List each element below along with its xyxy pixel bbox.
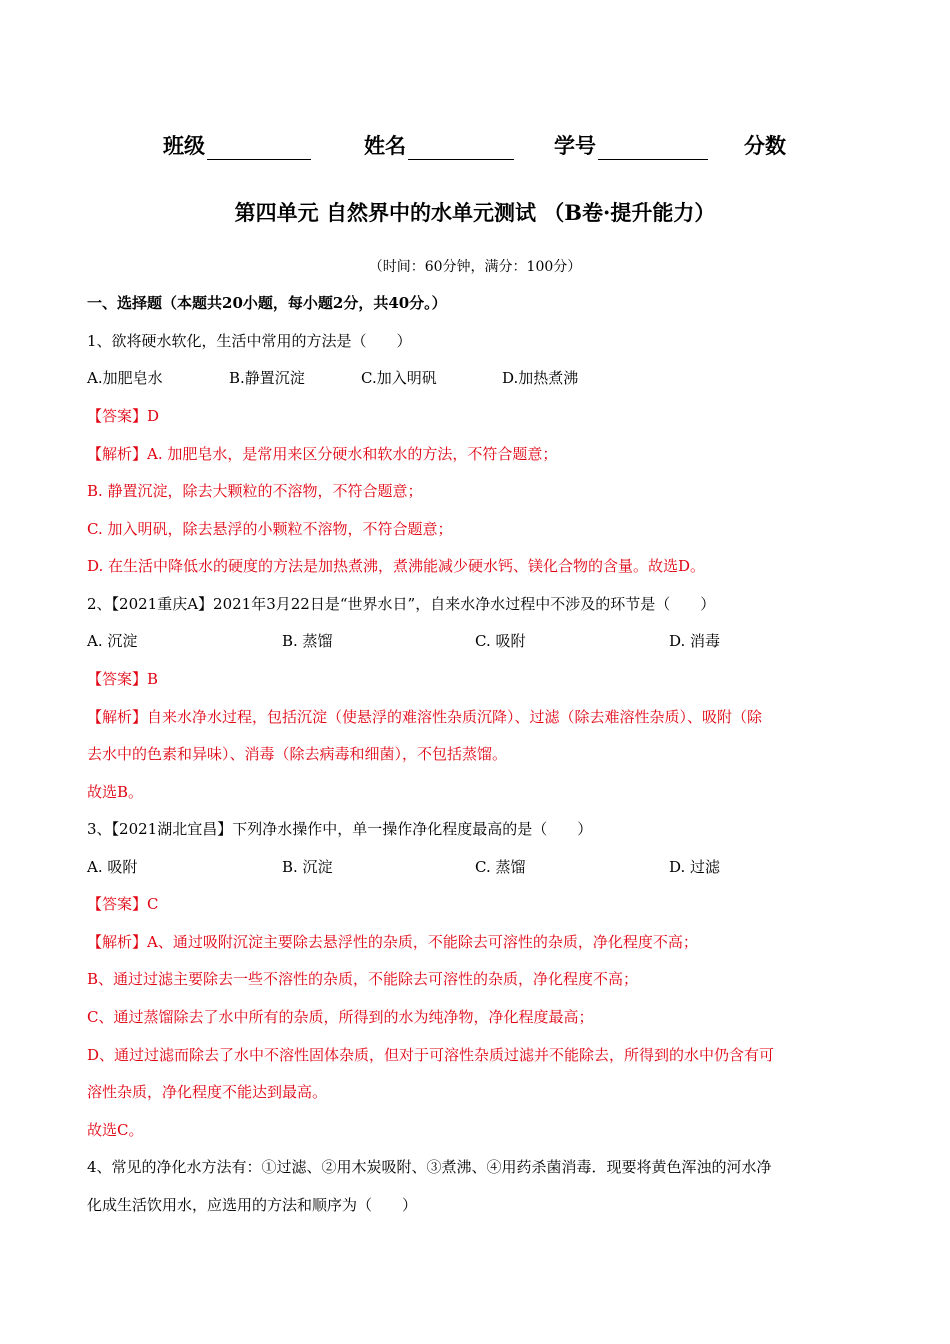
question-3-analysis-line: 溶性杂质，净化程度不能达到最高。	[87, 1083, 328, 1101]
question-3-option-a: A. 吸附	[87, 858, 138, 876]
question-2-analysis-line: 【解析】自来水净水过程，包括沉淀（使悬浮的难溶性杂质沉降）、过滤（除去难溶性杂质）、吸附（除	[87, 708, 763, 726]
name-blank[interactable]	[408, 137, 514, 160]
question-4-stem-line: 4、常见的净化水方法有：①过滤、②用木炭吸附、③煮沸、④用药杀菌消毒．现要将黄色浑浊的河水净	[87, 1158, 772, 1176]
exam-subtitle: （时间：60分钟，满分：100分）	[368, 259, 582, 275]
class-label: 班级	[163, 133, 205, 158]
class-blank[interactable]	[207, 137, 311, 160]
question-1-analysis-line: D. 在生活中降低水的硬度的方法是加热煮沸，煮沸能减少硬水钙、镁化合物的含量。故选D。	[87, 557, 706, 575]
question-3-analysis-line: B、通过过滤主要除去一些不溶性的杂质，不能除去可溶性的杂质，净化程度不高；	[87, 970, 639, 988]
question-3-analysis-line: D、通过过滤而除去了水中不溶性固体杂质，但对于可溶性杂质过滤并不能除去，所得到的水中仍含有可	[87, 1046, 775, 1064]
score-label: 分数	[744, 133, 786, 158]
question-3-option-d: D. 过滤	[669, 858, 721, 876]
question-3-option-c: C. 蒸馏	[475, 858, 526, 876]
question-1-answer: 【答案】D	[87, 407, 160, 425]
question-3-analysis-line: 故选C。	[87, 1121, 144, 1139]
question-1-analysis-line: B. 静置沉淀，除去大颗粒的不溶物，不符合题意；	[87, 482, 423, 500]
question-1-option-b: B.静置沉淀	[229, 369, 305, 387]
question-1-option-c: C.加入明矾	[361, 369, 437, 387]
question-2-analysis-line: 去水中的色素和异味）、消毒（除去病毒和细菌），不包括蒸馏。	[87, 745, 508, 763]
student-id-blank[interactable]	[598, 137, 708, 160]
question-3-analysis-line: C、通过蒸馏除去了水中所有的杂质，所得到的水为纯净物，净化程度最高；	[87, 1008, 594, 1026]
question-2-option-c: C. 吸附	[475, 632, 526, 650]
question-4-stem-line: 化成生活饮用水，应选用的方法和顺序为（ ）	[87, 1196, 418, 1214]
question-1-option-a: A.加肥皂水	[87, 369, 163, 387]
class-field	[163, 130, 311, 160]
student-id-field	[554, 130, 708, 160]
question-1-analysis-line: C. 加入明矾，除去悬浮的小颗粒不溶物，不符合题意；	[87, 520, 453, 538]
question-3-stem: 3、【2021湖北宜昌】下列净水操作中，单一操作净化程度最高的是（ ）	[87, 820, 593, 838]
question-2-analysis-line: 故选B。	[87, 783, 144, 801]
question-2-stem: 2、【2021重庆A】2021年3月22日是“世界水日”，自来水净水过程中不涉及的环节是（ ）	[87, 595, 716, 613]
question-3-option-b: B. 沉淀	[282, 858, 333, 876]
question-1-option-d: D.加热煮沸	[502, 369, 579, 387]
question-1-analysis-line: 【解析】A. 加肥皂水，是常用来区分硬水和软水的方法，不符合题意；	[87, 445, 558, 463]
question-2-option-d: D. 消毒	[669, 632, 721, 650]
name-field	[364, 130, 514, 160]
question-2-option-a: A. 沉淀	[87, 632, 138, 650]
question-2-option-b: B. 蒸馏	[282, 632, 333, 650]
student-info-row	[0, 130, 950, 160]
name-label: 姓名	[364, 133, 406, 158]
student-id-label: 学号	[554, 133, 596, 158]
score-field	[744, 130, 786, 160]
exam-title: 第四单元 自然界中的水单元测试 （B卷·提升能力）	[234, 200, 716, 225]
question-3-analysis-line: 【解析】A、通过吸附沉淀主要除去悬浮性的杂质，不能除去可溶性的杂质，净化程度不高；	[87, 933, 698, 951]
question-1-stem: 1、欲将硬水软化，生活中常用的方法是（ ）	[87, 332, 412, 350]
question-2-answer: 【答案】B	[87, 670, 159, 688]
question-3-answer: 【答案】C	[87, 895, 159, 913]
section-heading: 一、选择题（本题共20小题，每小题2分，共40分。）	[87, 294, 447, 312]
